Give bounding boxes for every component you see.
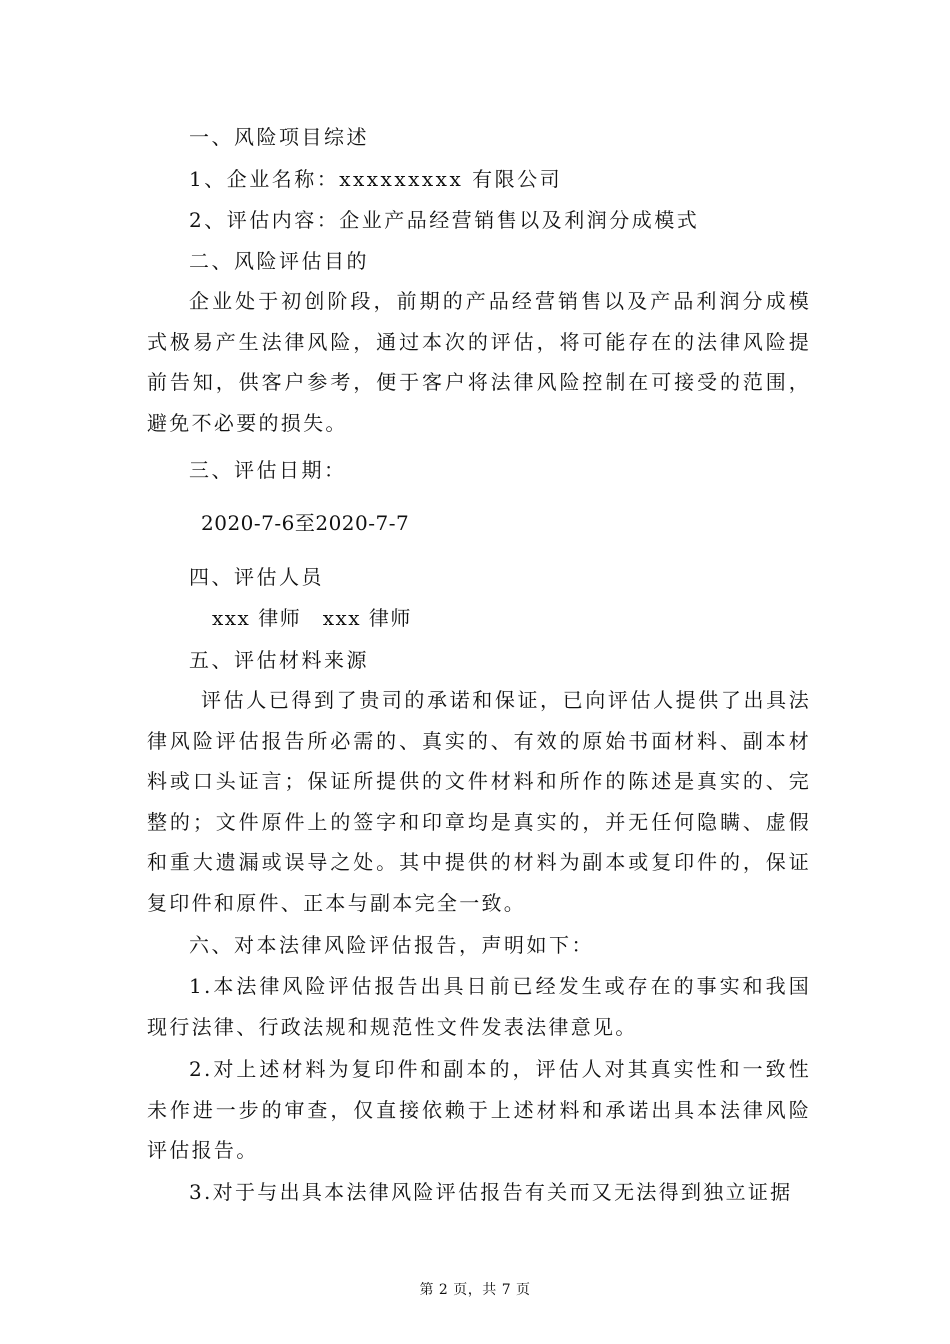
statement-item-2: 2.对上述材料为复印件和副本的，评估人对其真实性和一致性未作进一步的审查，仅直接依赖于上述材料和承诺出具本法律风险评估报告。 (147, 1057, 811, 1162)
page-number-footer: 第 2 页，共 7 页 (419, 1282, 531, 1298)
purpose-paragraph: 企业处于初创阶段，前期的产品经营销售以及产品利润分成模式极易产生法律风险，通过本次的评估，将可能存在的法律风险提前告知，供客户参考，便于客户将法律风险控制在可接受的范围，避免不必要的损失。 (147, 289, 811, 435)
section-heading-purpose: 二、风险评估目的 (189, 249, 369, 273)
materials-paragraph: 评估人已得到了贵司的承诺和保证，已向评估人提供了出具法律风险评估报告所必需的、真实的、有效的原始书面材料、副本材料或口头证言；保证所提供的文件材料和所作的陈述是真实的、完整的；文件原件上的签字和印章均是真实的，并无任何隐瞒、虚假和重大遗漏或误导之处。其中提供的材料为副本或复印件的，保证复印件和原件、正本与副本完全一致。 (147, 688, 811, 915)
section-heading-statement: 六、对本法律风险评估报告，声明如下： (189, 933, 594, 957)
assessors-line: xxx 律师 xxx 律师 (212, 606, 412, 630)
statement-item-1: 1.本法律风险评估报告出具日前已经发生或存在的事实和我国现行法律、行政法规和规范性文件发表法律意见。 (147, 974, 811, 1039)
assessment-content-line: 2、评估内容：企业产品经营销售以及利润分成模式 (189, 208, 700, 232)
statement-item-3: 3.对于与出具本法律风险评估报告有关而又无法得到独立证据 (189, 1180, 793, 1204)
company-name-line: 1、企业名称：xxxxxxxxx 有限公司 (189, 167, 563, 191)
section-heading-materials: 五、评估材料来源 (189, 648, 369, 672)
section-heading-overview: 一、风险项目综述 (189, 125, 369, 149)
assessment-date: 2020-7-6至2020-7-7 (201, 511, 410, 535)
section-heading-date: 三、评估日期： (189, 458, 347, 482)
section-heading-assessors: 四、评估人员 (189, 565, 324, 589)
